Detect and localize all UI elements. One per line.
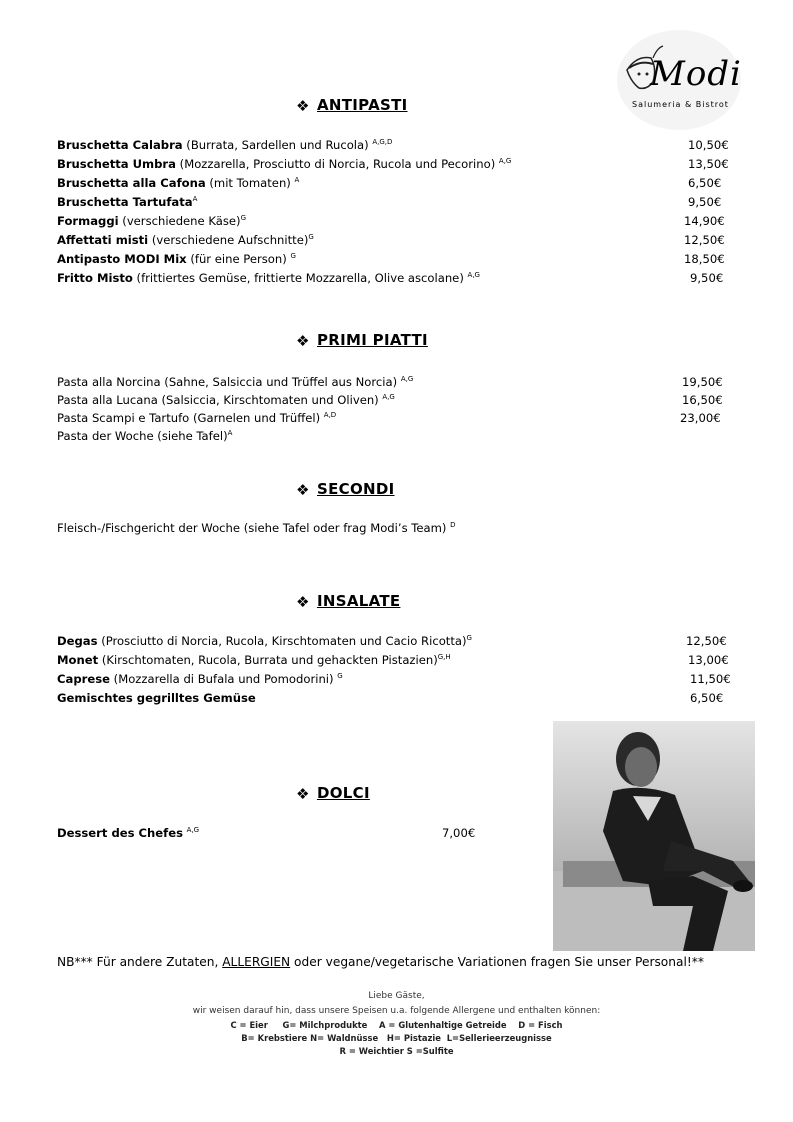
item-price: 23,00€ xyxy=(680,411,721,425)
item-price: 7,00€ xyxy=(442,826,476,840)
allergen-legend: C = Eier G= Milchprodukte A = Glutenhaltige Getreide D = Fisch xyxy=(230,1020,563,1030)
section-title-dolci: DOLCI xyxy=(317,784,370,802)
menu-item: Fleisch-/Fischgericht der Woche (siehe Tafel oder frag Modi’s Team) $^D$ xyxy=(57,521,456,535)
item-price: 9,50€ xyxy=(688,195,722,209)
menu-item: Pasta alla Lucana (Salsiccia, Kirschtomaten und Oliven) $^{A,G}$ xyxy=(57,393,395,407)
allergen-legend: B= Krebstiere N= Waldnüsse H= Pistazie L=Sellerieerzeugnisse xyxy=(241,1033,552,1043)
menu-item: Antipasto MODI Mix (für eine Person) $^G$ xyxy=(57,252,296,266)
menu-item: Bruschetta Tartufata$^A$ xyxy=(57,195,198,209)
footer-notice: wir weisen darauf hin, dass unsere Speisen u.a. folgende Allergene und enthalten können: xyxy=(192,1006,601,1016)
menu-item: Fritto Misto (frittiertes Gemüse, frittierte Mozzarella, Olive ascolane) $^{A,G}$ xyxy=(57,271,480,285)
menu-item: Bruschetta Umbra (Mozzarella, Prosciutto di Norcia, Rucola und Pecorino) $^{A,G}$ xyxy=(57,157,512,171)
menu-item: Degas (Prosciutto di Norcia, Rucola, Kirschtomaten und Cacio Ricotta)$^G$ xyxy=(57,634,472,648)
menu-item: Affettati misti (verschiedene Aufschnitte)$^G$ xyxy=(57,233,314,247)
item-price: 12,50€ xyxy=(686,634,727,648)
portrait-photo xyxy=(553,721,755,951)
item-price: 6,50€ xyxy=(688,176,722,190)
item-price: 12,50€ xyxy=(684,233,725,247)
menu-item: Bruschetta Calabra (Burrata, Sardellen und Rucola) $^{A,G,D}$ xyxy=(57,138,393,152)
menu-item: Dessert des Chefes $^{A,G}$ xyxy=(57,826,200,840)
diamond-icon: ❖ xyxy=(296,593,310,611)
logo-subtitle: Salumeria & Bistrot xyxy=(632,100,729,109)
allergen-legend: R = Weichtier S =Sulfite xyxy=(339,1046,454,1056)
section-title-insalate: INSALATE xyxy=(317,592,401,610)
item-price: 6,50€ xyxy=(690,691,724,705)
diamond-icon: ❖ xyxy=(296,332,310,350)
logo-name: Modi xyxy=(650,54,742,94)
diamond-icon: ❖ xyxy=(296,97,310,115)
menu-item: Formaggi (verschiedene Käse)$^G$ xyxy=(57,214,246,228)
menu-item: Gemischtes gegrilltes Gemüse xyxy=(57,691,256,705)
section-title-secondi: SECONDI xyxy=(317,480,395,498)
item-price: 18,50€ xyxy=(684,252,725,266)
item-price: 9,50€ xyxy=(690,271,724,285)
item-price: 10,50€ xyxy=(688,138,729,152)
item-price: 13,50€ xyxy=(688,157,729,171)
menu-item: Pasta der Woche (siehe Tafel)$^A$ xyxy=(57,429,233,443)
item-price: 16,50€ xyxy=(682,393,723,407)
menu-item: Pasta alla Norcina (Sahne, Salsiccia und Trüffel aus Norcia) $^{A,G}$ xyxy=(57,375,414,389)
item-price: 13,00€ xyxy=(688,653,729,667)
section-title-primi: PRIMI PIATTI xyxy=(317,331,428,349)
allergy-note: NB*** Für andere Zutaten, ALLERGIEN oder vegane/vegetarische Variationen fragen Sie unser Personal!** xyxy=(57,955,704,969)
diamond-icon: ❖ xyxy=(296,785,310,803)
item-price: 19,50€ xyxy=(682,375,723,389)
menu-item: Pasta Scampi e Tartufo (Garnelen und Trüffel) $^{A,D}$ xyxy=(57,411,337,425)
section-title-antipasti: ANTIPASTI xyxy=(317,96,408,114)
menu-item: Caprese (Mozzarella di Bufala und Pomodorini) $^G$ xyxy=(57,672,343,686)
item-price: 14,90€ xyxy=(684,214,725,228)
menu-item: Monet (Kirschtomaten, Rucola, Burrata und gehackten Pistazien)$^{G,H}$ xyxy=(57,653,451,667)
item-price: 11,50€ xyxy=(690,672,731,686)
menu-item: Bruschetta alla Cafona (mit Tomaten) $^A$ xyxy=(57,176,300,190)
footer-greeting: Liebe Gäste, xyxy=(368,991,425,1001)
diamond-icon: ❖ xyxy=(296,481,310,499)
